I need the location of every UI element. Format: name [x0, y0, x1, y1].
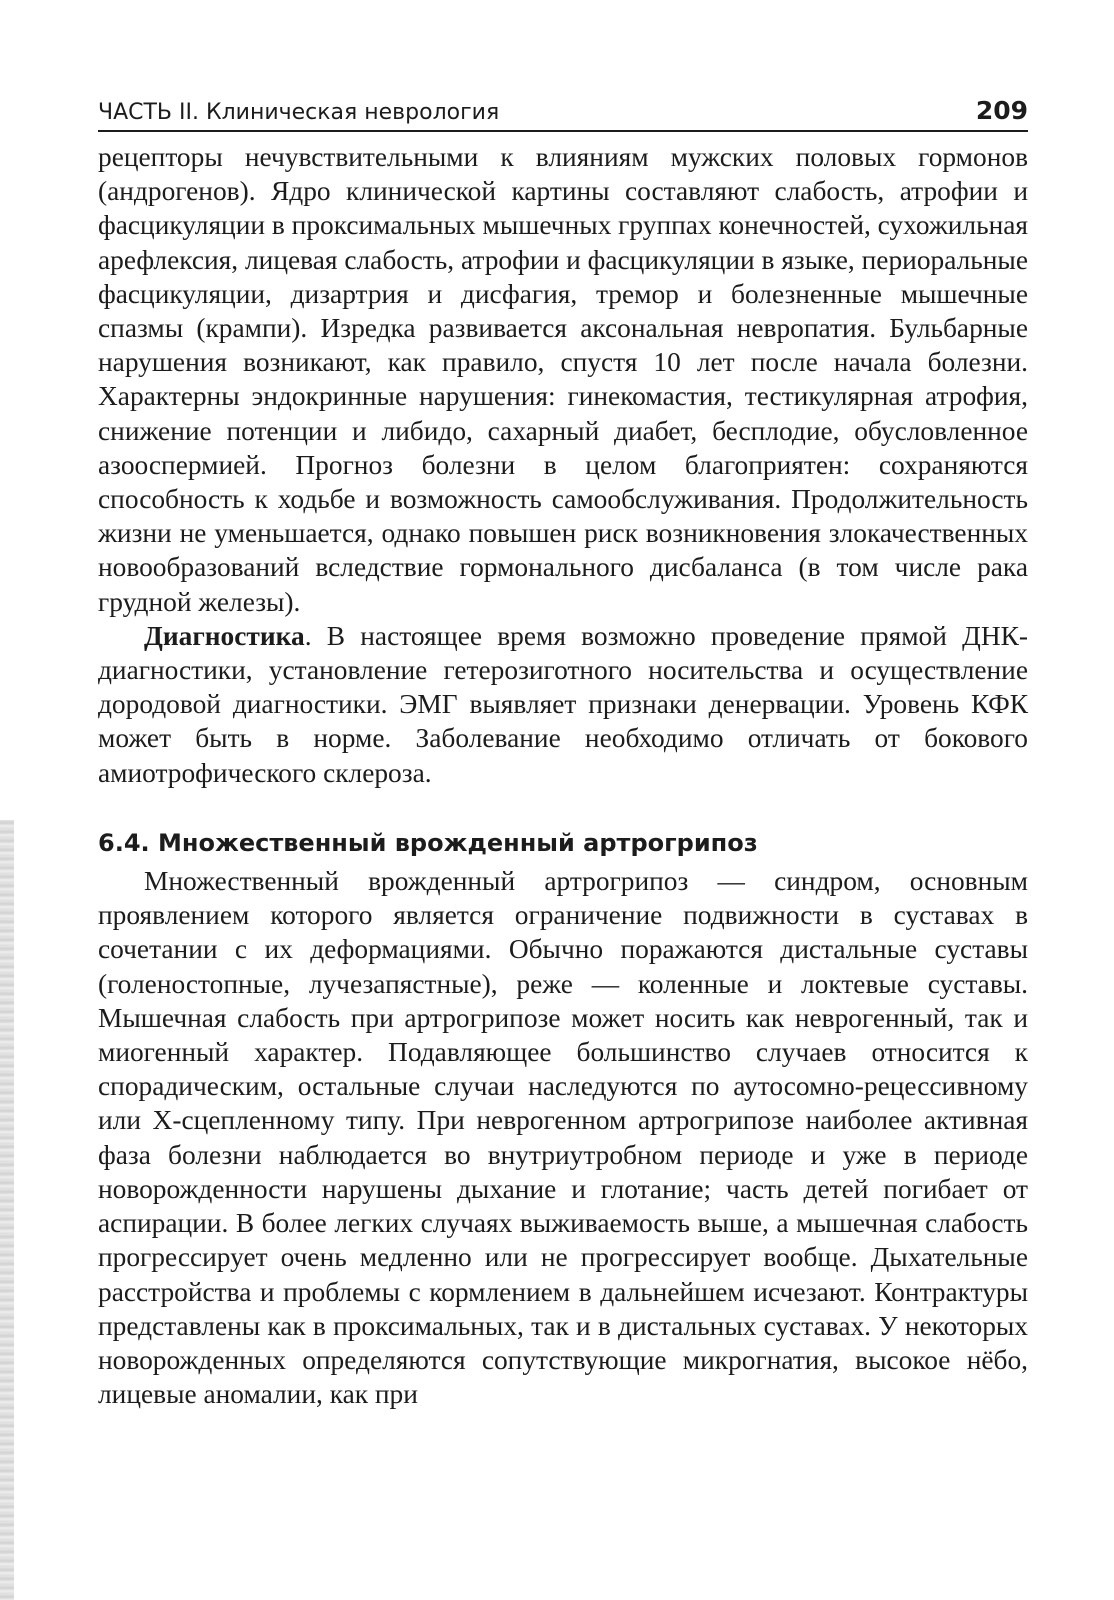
section-paragraph: Множественный врожденный артрогрипоз — синдром, основным проявлением которого является ограничение подвижности в суставах в сочетании с их деформациями. Обычно поражаются дистальные суставы (голеностопные, лучезапястные), реже — коленные и локтевые суставы. Мышечная слабость при артрогрипозе может носить как неврогенный, так и миогенный характер. Подавляющее большинство случаев относится к спорадическим, остальные случаи наследуются по аутосомно-рецессивному или Х-сцепленному типу. При неврогенном артрогрипозе наиболее активная фаза болезни наблюдается во внутриутробном периоде и уже в периоде новорожденности нарушены дыхание и глотание; часть детей погибает от аспирации. В более легких случаях выживаемость выше, а мышечная слабость прогрессирует очень медленно или не прогрессирует вообще. Дыхательные расстройства и проблемы с кормлением в дальнейшем исчезают. Контрактуры представлены как в проксимальных, так и в дистальных суставах. У некоторых новорожденных определяются сопутствующие микрогнатия, высокое нёбо, лицевые аномалии, как при	[98, 866, 1028, 1410]
running-head	[98, 96, 1028, 132]
run-in-heading: Диагностика	[144, 620, 305, 651]
scan-edge-shadow	[0, 820, 14, 1600]
book-page	[98, 96, 1028, 1411]
paragraph-diagnostics	[98, 619, 1028, 790]
paragraph-diagnostics-text: . В настоящее время возможно проведение прямой ДНК-диагностики, установление гетерозиготного носительства и осуществление дородовой диагностики. ЭМГ выявляет признаки денервации. Уровень КФК может быть в норме. Заболевание необходимо отличать от бокового амиотрофического склероза.	[98, 620, 1028, 788]
section-heading: 6.4. Множественный врожденный артрогрипоз	[98, 828, 758, 857]
body-text	[98, 140, 1028, 1411]
running-title: ЧАСТЬ II. Клиническая неврология	[98, 100, 500, 125]
page-number: 209	[975, 96, 1028, 125]
paragraph-continued: рецепторы нечувствительными к влияниям мужских половых гормонов (андрогенов). Ядро клинической картины составляют слабость, атрофии и фасцикуляции в проксимальных мышечных группах конечностей, сухожильная арефлексия, лицевая слабость, атрофии и фасцикуляции в языке, периоральные фасцикуляции, дизартрия и дисфагия, тремор и болезненные мышечные спазмы (крампи). Изредка развивается аксональная невропатия. Бульбарные нарушения возникают, как правило, спустя 10 лет после начала болезни. Характерны эндокринные нарушения: гинекомастия, тестикулярная атрофия, снижение потенции и либидо, сахарный диабет, бесплодие, обусловленное азооспермией. Прогноз болезни в целом благоприятен: сохраняются способность к ходьбе и возможность самообслуживания. Продолжительность жизни не уменьшается, однако повышен риск возникновения злокачественных новообразований вследствие гормонального дисбаланса (в том числе рака грудной железы).	[98, 142, 1028, 617]
